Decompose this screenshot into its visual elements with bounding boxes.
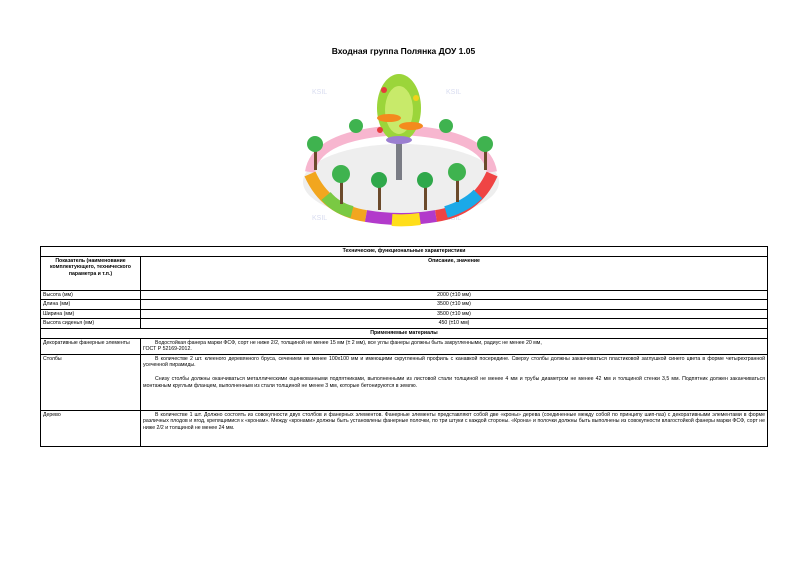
svg-text:KSIL: KSIL [446, 89, 462, 96]
row-label: Высота сиденья (мм) [41, 319, 141, 329]
description-paragraph: В количестве 2 шт. клееного деревянного бруса, сечением не менее 100х100 мм и имеющими скругленный профиль с канавкой посередине. Сверху столбы должны заканчиваться пластиковой заглушкой синего цвета в форме четырехгранной усеченной пирамиды. [143, 355, 765, 369]
description-paragraph: ГОСТ Р 52169-2012. [143, 346, 192, 353]
row-label: Ширина (мм) [41, 309, 141, 319]
section-header-tech: Технические, функциональные характеристики [41, 247, 768, 257]
table-row [41, 290, 768, 300]
page-title: Входная группа Полянка ДОУ 1.05 [331, 46, 476, 56]
row-label: Столбы [41, 354, 141, 410]
row-label: Высота (мм) [41, 290, 141, 300]
row-label: Дерево [41, 410, 141, 446]
row-label: Декоративные фанерные элементы [41, 338, 141, 354]
section-header-materials: Применяемые материалы [41, 328, 768, 338]
row-value: 3500 (±10 мм) [141, 309, 768, 319]
product-image [296, 70, 506, 230]
svg-text:KSIL: KSIL [446, 215, 462, 222]
description-paragraph: Снизу столбы должны оканчиваться металлическими оцинкованными подпятниками, выполненными из листовой стали толщиной не менее 4 мм и трубы диаметром не менее 42 мм и толщиной стенки 3,5 мм. Подпятник должен заканчиваться монтажным круглым фланцем, выполненным из стали толщиной не менее 3 мм, которые бетонируются в землю. [143, 375, 765, 389]
svg-text:KSIL: KSIL [312, 215, 328, 222]
row-label: Длина (мм) [41, 300, 141, 310]
spec-table [40, 246, 768, 447]
col-header-desc: Описание, значение [141, 256, 768, 290]
description-paragraph: Водостойкая фанера марки ФСФ, сорт не ниже 2/2, толщиной не менее 15 мм (± 2 мм), все углы фанеры должны быть закругленными, радиус не менее 20 мм, [155, 339, 542, 346]
description-paragraph: В количестве 1 шт. Должно состоять из совокупности двух столбов и фанерных элементов. Фанерные элементы представляют собой две «кроны» дерева (соединенные между собой по принципу шип-паз) с декоративными элементами в форме различных плодов и ягод, крепящимися к «кронам». Между «кронами» должны быть установлены фанерные полочки, по три штуки с каждой стороны. «Крона» и полочки должны быть выполнены из совокупности влагостойкой фанеры марки ФСФ, сорт не ниже 2/2 и толщиной не менее 24 мм. [143, 411, 765, 431]
watermark-text: KSIL [312, 89, 328, 96]
row-value: 450 (±10 мм) [141, 319, 768, 329]
row-description [141, 410, 768, 446]
row-description [141, 354, 768, 410]
row-value: 3500 (±10 мм) [141, 300, 768, 310]
row-description [141, 338, 768, 354]
table-row [41, 410, 768, 446]
table-row [41, 309, 768, 319]
table-row [41, 338, 768, 354]
table-row [41, 354, 768, 410]
col-header-param: Показатель (наименование комплектующего, технического параметра и т.п.) [41, 256, 141, 290]
row-value: 2000 (±10 мм) [141, 290, 768, 300]
table-row [41, 300, 768, 310]
table-row [41, 319, 768, 329]
